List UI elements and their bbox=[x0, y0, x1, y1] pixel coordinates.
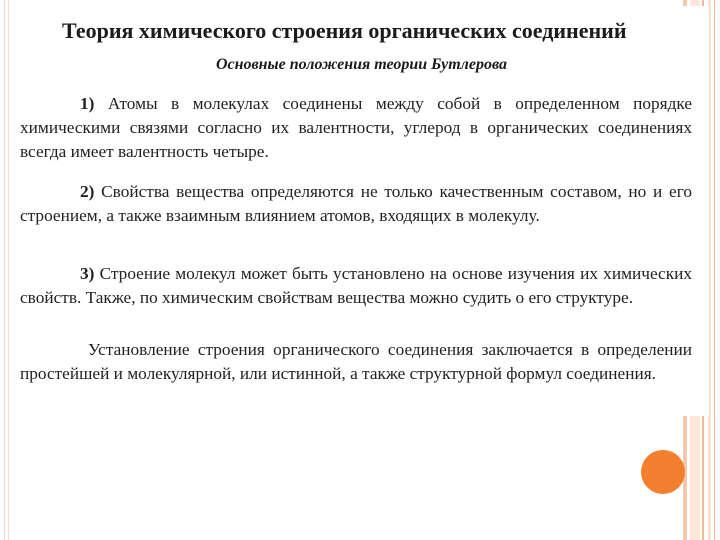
paragraph-2 bbox=[20, 180, 692, 228]
left-border-line bbox=[4, 0, 5, 540]
slide-subtitle: Основные положения теории Бутлерова bbox=[215, 56, 508, 73]
slide-title: Теория химического строения органических соединений bbox=[62, 18, 627, 43]
slide-content bbox=[14, 6, 709, 416]
paragraph-4 bbox=[20, 338, 692, 386]
paragraph-1 bbox=[20, 92, 692, 164]
paragraph-text: Атомы в молекулах соединены между собой в определенном порядке химическими связями согласно их валентности, углерод в органических соединениях всегда имеет валентность четыре. bbox=[20, 94, 692, 161]
right-decor-stripe bbox=[714, 0, 715, 540]
paragraph-number: 3) bbox=[80, 264, 95, 283]
paragraph-text: Свойства вещества определяются не только качественным составом, но и его строением, а также взаимным влиянием атомов, входящих в молекулу. bbox=[20, 182, 692, 225]
paragraph-text: Строение молекул может быть установлено на основе изучения их химических свойств. Также, по химическим свойствам вещества можно судить о его структуре. bbox=[20, 264, 692, 307]
paragraph-number: 1) bbox=[80, 94, 95, 113]
left-border-line bbox=[8, 0, 9, 540]
paragraph-text: Установление строения органического соединения заключается в определении простейшей и молекулярной, или истинной, а также структурной формул соединения. bbox=[20, 340, 692, 383]
orange-circle-icon bbox=[641, 450, 685, 494]
paragraph-3 bbox=[20, 262, 692, 310]
paragraph-number: 2) bbox=[80, 182, 95, 201]
